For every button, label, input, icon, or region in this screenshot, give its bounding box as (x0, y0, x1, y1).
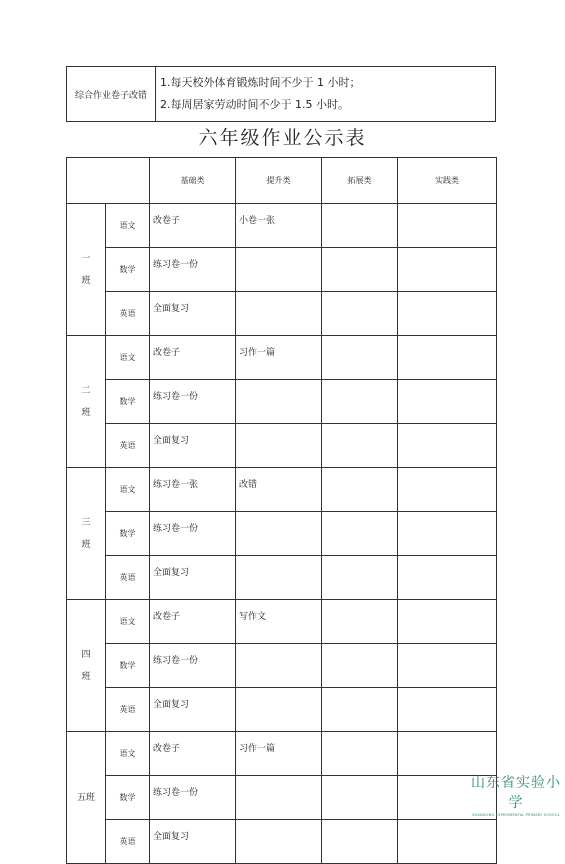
basic-cell: 练习卷一份 (150, 776, 236, 820)
extend-cell (322, 776, 398, 820)
subject-cell: 数学 (106, 776, 150, 820)
subject-cell: 语文 (106, 336, 150, 380)
school-logo (470, 772, 562, 817)
subject-cell: 语文 (106, 468, 150, 512)
practice-cell (398, 468, 497, 512)
subject-cell: 英语 (106, 688, 150, 732)
table-row (67, 380, 497, 424)
practice-cell (398, 204, 497, 248)
table-row (67, 556, 497, 600)
table-row (67, 732, 497, 776)
improve-cell: 改错 (236, 468, 322, 512)
subject-cell: 英语 (106, 820, 150, 864)
practice-cell (398, 820, 497, 864)
improve-cell (236, 380, 322, 424)
page-title: 六年级作业公示表 (198, 127, 367, 149)
extend-cell (322, 732, 398, 776)
requirement-line-2: 2.每周居家劳动时间不少于 1.5 小时。 (160, 98, 349, 111)
extend-cell (322, 688, 398, 732)
class-name-cell: 三 班 (67, 468, 106, 600)
improve-cell: 小卷一张 (236, 204, 322, 248)
basic-cell: 全面复习 (150, 556, 236, 600)
top-table (66, 66, 496, 122)
extend-cell (322, 204, 398, 248)
extend-cell (322, 468, 398, 512)
improve-cell: 写作文 (236, 600, 322, 644)
table-row (67, 424, 497, 468)
basic-cell: 改卷子 (150, 732, 236, 776)
practice-cell (398, 424, 497, 468)
subject-cell: 数学 (106, 248, 150, 292)
extend-cell (322, 336, 398, 380)
extend-cell (322, 644, 398, 688)
subject-cell: 语文 (106, 204, 150, 248)
improve-cell: 习作一篇 (236, 732, 322, 776)
extend-cell (322, 292, 398, 336)
table-row (67, 688, 497, 732)
logo-subtitle: SHANDONG EXPERIMENTAL PRIMARY SCHOOL (472, 813, 560, 817)
practice-cell (398, 644, 497, 688)
subject-cell: 英语 (106, 424, 150, 468)
top-label: 综合作业卷子改错 (67, 67, 156, 122)
basic-cell: 全面复习 (150, 292, 236, 336)
practice-cell (398, 732, 497, 776)
practice-cell (398, 380, 497, 424)
table-row (67, 776, 497, 820)
top-content (156, 67, 496, 122)
basic-cell: 练习卷一张 (150, 468, 236, 512)
table-row (67, 468, 497, 512)
table-row (67, 248, 497, 292)
class-name-cell: 二 班 (67, 336, 106, 468)
improve-cell: 习作一篇 (236, 336, 322, 380)
table-row (67, 204, 497, 248)
basic-cell: 练习卷一份 (150, 380, 236, 424)
extend-cell (322, 820, 398, 864)
requirement-line-1: 1.每天校外体育锻炼时间不少于 1 小时； (160, 76, 361, 89)
subject-cell: 数学 (106, 644, 150, 688)
basic-cell: 全面复习 (150, 688, 236, 732)
subject-cell: 数学 (106, 512, 150, 556)
improve-cell (236, 644, 322, 688)
basic-cell: 练习卷一份 (150, 248, 236, 292)
class-name-cell: 一 班 (67, 204, 106, 336)
basic-cell: 全面复习 (150, 424, 236, 468)
subject-cell: 数学 (106, 380, 150, 424)
extend-cell (322, 512, 398, 556)
table-row (67, 512, 497, 556)
basic-cell: 改卷子 (150, 600, 236, 644)
subject-cell: 语文 (106, 600, 150, 644)
improve-cell (236, 820, 322, 864)
improve-cell (236, 292, 322, 336)
extend-cell (322, 380, 398, 424)
improve-cell (236, 512, 322, 556)
practice-cell (398, 336, 497, 380)
header-improve: 提升类 (236, 158, 322, 204)
basic-cell: 练习卷一份 (150, 644, 236, 688)
logo-text: 山东省实验小学 (471, 775, 561, 811)
header-practice: 实践类 (398, 158, 497, 204)
homework-table (66, 157, 497, 864)
basic-cell: 全面复习 (150, 820, 236, 864)
table-row (67, 820, 497, 864)
extend-cell (322, 424, 398, 468)
subject-cell: 英语 (106, 556, 150, 600)
improve-cell (236, 248, 322, 292)
improve-cell (236, 556, 322, 600)
practice-cell (398, 292, 497, 336)
table-row (67, 292, 497, 336)
subject-cell: 英语 (106, 292, 150, 336)
class-name-cell: 五班 (67, 732, 106, 864)
practice-cell (398, 248, 497, 292)
practice-cell (398, 688, 497, 732)
improve-cell (236, 688, 322, 732)
basic-cell: 改卷子 (150, 204, 236, 248)
class-name-cell: 四 班 (67, 600, 106, 732)
table-row (67, 644, 497, 688)
extend-cell (322, 600, 398, 644)
improve-cell (236, 776, 322, 820)
basic-cell: 改卷子 (150, 336, 236, 380)
table-row (67, 600, 497, 644)
extend-cell (322, 248, 398, 292)
subject-cell: 语文 (106, 732, 150, 776)
header-corner (67, 158, 150, 204)
practice-cell (398, 556, 497, 600)
header-row (67, 158, 497, 204)
basic-cell: 练习卷一份 (150, 512, 236, 556)
header-basic: 基础类 (150, 158, 236, 204)
extend-cell (322, 556, 398, 600)
header-extend: 拓展类 (322, 158, 398, 204)
practice-cell (398, 600, 497, 644)
practice-cell (398, 512, 497, 556)
table-row (67, 336, 497, 380)
improve-cell (236, 424, 322, 468)
